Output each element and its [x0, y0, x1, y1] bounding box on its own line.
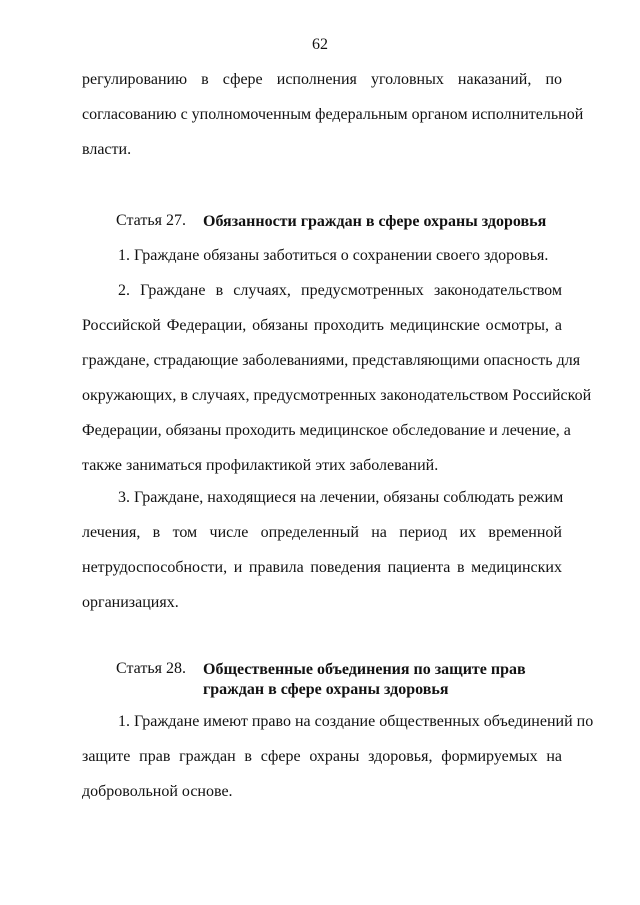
text-line: лечения, в том числе определенный на период их временной: [82, 524, 562, 541]
text-line: нетрудоспособности, и правила поведения пациента в медицинских: [82, 559, 562, 576]
article-title-line: Обязанности граждан в сфере охраны здоровья: [203, 213, 547, 230]
intro-paragraph: [82, 62, 584, 167]
text-line: 1. Граждане обязаны заботиться о сохранении своего здоровья.: [118, 247, 549, 264]
article-27-paragraph-2: [82, 273, 592, 483]
text-line: регулированию в сфере исполнения уголовных наказаний, по: [82, 71, 562, 88]
page-number: 62: [312, 36, 328, 53]
text-line: окружающих, в случаях, предусмотренных законодательством Российской: [82, 387, 592, 404]
text-line: защите прав граждан в сфере охраны здоровья, формируемых на: [82, 748, 562, 765]
article-title-line: граждан в сфере охраны здоровья: [203, 681, 449, 698]
text-line: также заниматься профилактикой этих заболеваний.: [82, 457, 439, 474]
article-28-paragraph-1: [82, 704, 594, 809]
article-title: [203, 660, 526, 700]
article-number: Статья 27.: [116, 212, 186, 229]
text-line: 3. Граждане, находящиеся на лечении, обязаны соблюдать режим: [118, 489, 564, 506]
article-title: [203, 212, 546, 232]
text-line: 2. Граждане в случаях, предусмотренных законодательством: [118, 282, 562, 299]
article-title-line: Общественные объединения по защите прав: [203, 661, 526, 678]
text-line: граждане, страдающие заболеваниями, представляющими опасность для: [82, 352, 581, 369]
text-line: согласованию с уполномоченным федеральным органом исполнительной: [82, 106, 584, 123]
text-line: организациях.: [82, 594, 179, 611]
text-line: Российской Федерации, обязаны проходить медицинские осмотры, а: [82, 317, 562, 334]
text-line: власти.: [82, 141, 132, 158]
article-27-paragraph-3: [82, 480, 562, 620]
text-line: 1. Граждане имеют право на создание общественных объединений по: [118, 713, 594, 730]
article-27-paragraph-1: [82, 238, 562, 273]
text-line: Федерации, обязаны проходить медицинское обследование и лечение, а: [82, 422, 571, 439]
article-number: Статья 28.: [116, 660, 186, 677]
text-line: добровольной основе.: [82, 783, 233, 800]
